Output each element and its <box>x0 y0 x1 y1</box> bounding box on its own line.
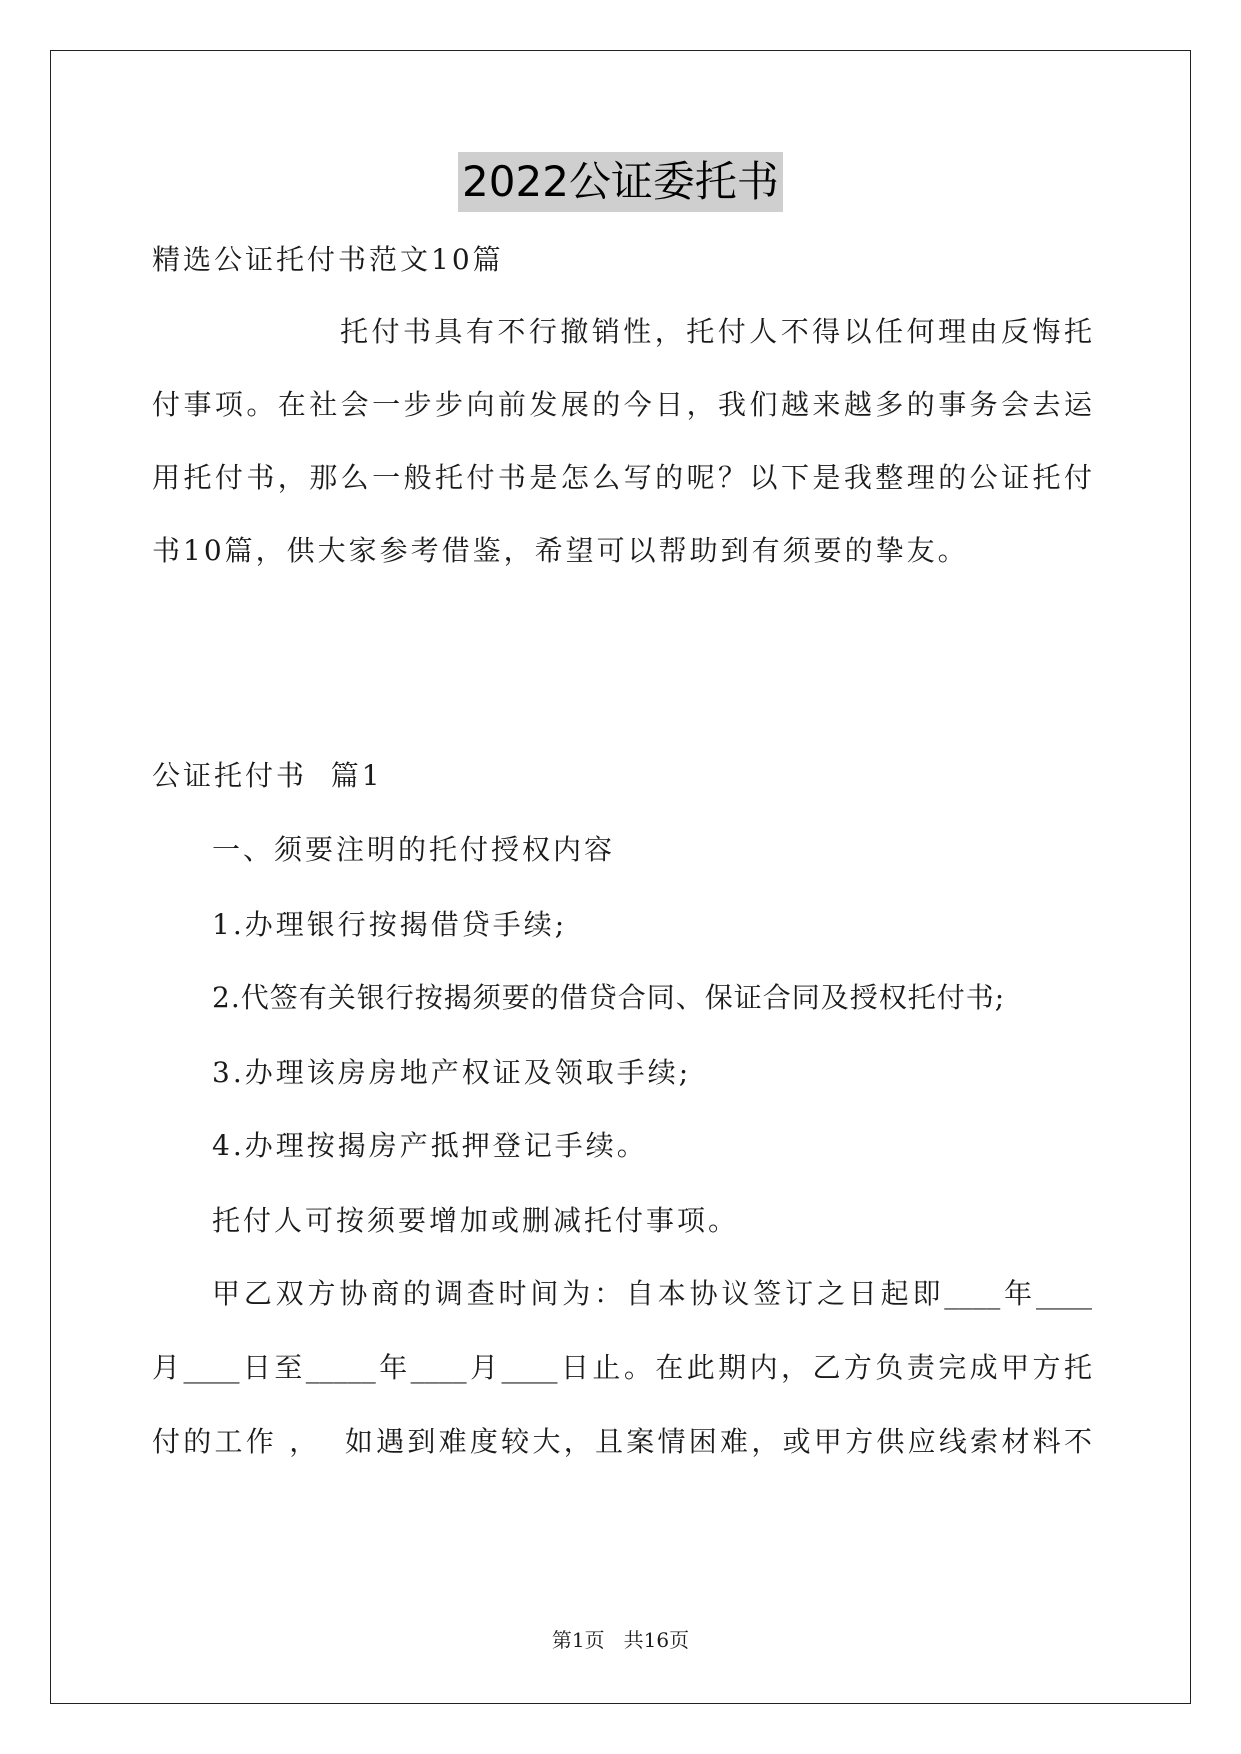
intro-line-4: 书10篇，供大家参考借鉴，希望可以帮助到有须要的挚友。 <box>152 534 969 567</box>
section-heading: 公证托付书 篇1 <box>152 759 383 792</box>
document-title: 2022公证委托书 <box>458 152 783 212</box>
title-container <box>0 152 1241 212</box>
list-item: 2.代签有关银行按揭须要的借贷合同、保证合同及授权托付书; <box>212 981 1006 1014</box>
intro-line-3: 用托付书，那么一般托付书是怎么写的呢？以下是我整理的公证托付 <box>152 461 1092 494</box>
intro-line-2: 付事项。在社会一步步向前发展的今日，我们越来越多的事务会去运 <box>152 388 1092 421</box>
agreement-line-1: 甲乙双方协商的调查时间为：自本协议签订之日起即____年____ <box>212 1277 1092 1310</box>
intro-line-1: 托付书具有不行撤销性，托付人不得以任何理由反悔托 <box>340 315 1092 348</box>
list-item: 3.办理该房房地产权证及领取手续; <box>212 1056 692 1089</box>
list-item: 1.办理银行按揭借贷手续; <box>212 908 568 941</box>
agreement-line-3: 付的工作 ， 如遇到难度较大，且案情困难，或甲方供应线索材料不 <box>152 1425 1092 1458</box>
list-item: 4.办理按揭房产抵押登记手续。 <box>212 1129 648 1162</box>
document-subtitle: 精选公证托付书范文10篇 <box>152 243 504 276</box>
list-item: 托付人可按须要增加或删减托付事项。 <box>212 1204 740 1237</box>
page-footer: 第1页 共16页 <box>551 1628 690 1652</box>
agreement-line-2: 月____日至_____年____月____日止。在此期内，乙方负责完成甲方托 <box>152 1351 1092 1384</box>
list-item: 一、须要注明的托付授权内容 <box>212 833 616 866</box>
